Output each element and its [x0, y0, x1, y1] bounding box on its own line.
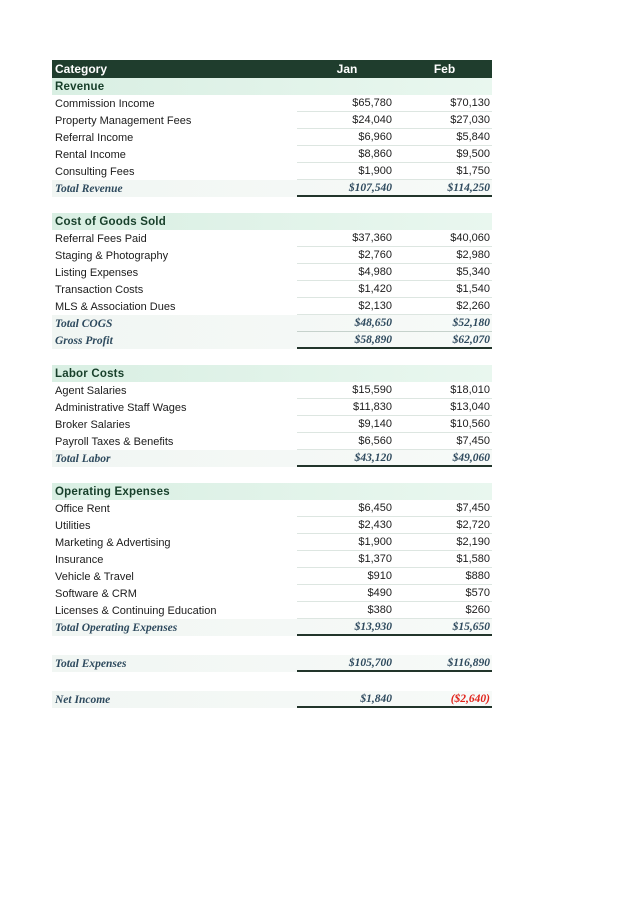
table-row — [52, 163, 492, 180]
table-header-row — [52, 60, 492, 78]
table-row — [52, 517, 492, 534]
feb-value-cell: $70,130 — [397, 95, 492, 112]
total-row — [52, 315, 492, 332]
feb-empty-cell — [397, 365, 492, 382]
jan-value-cell: $43,120 — [297, 450, 397, 467]
table-body — [52, 78, 492, 708]
table-row — [52, 602, 492, 619]
category-cell: Payroll Taxes & Benefits — [55, 435, 174, 448]
feb-value-cell: $1,750 — [397, 163, 492, 180]
table-row — [52, 146, 492, 163]
category-cell: Transaction Costs — [55, 283, 144, 296]
category-cell: Commission Income — [55, 97, 155, 110]
category-cell: Total Expenses — [55, 657, 127, 670]
table-row — [52, 281, 492, 298]
feb-value-cell: $2,190 — [397, 534, 492, 551]
table-row — [52, 551, 492, 568]
spacer-row — [52, 672, 492, 691]
jan-value-cell: $15,590 — [297, 382, 397, 399]
table-row — [52, 129, 492, 146]
category-cell: Utilities — [55, 519, 91, 532]
jan-empty-cell — [297, 213, 397, 230]
table-row — [52, 534, 492, 551]
jan-value-cell: $2,760 — [297, 247, 397, 264]
jan-empty-cell — [297, 365, 397, 382]
category-cell: Consulting Fees — [55, 165, 135, 178]
category-cell: Listing Expenses — [55, 266, 139, 279]
spacer-row — [52, 636, 492, 655]
total-row — [52, 655, 492, 672]
total-row — [52, 332, 492, 349]
feb-value-cell: $9,500 — [397, 146, 492, 163]
feb-empty-cell — [397, 483, 492, 500]
feb-value-cell: $5,840 — [397, 129, 492, 146]
jan-empty-cell — [297, 78, 397, 95]
jan-value-cell: $58,890 — [297, 332, 397, 349]
jan-value-cell: $107,540 — [297, 180, 397, 197]
table-row — [52, 298, 492, 315]
jan-value-cell: $2,130 — [297, 298, 397, 315]
section-title: Revenue — [55, 80, 105, 93]
feb-value-cell: $18,010 — [397, 382, 492, 399]
feb-value-cell: $570 — [397, 585, 492, 602]
category-cell: Net Income — [55, 693, 111, 706]
feb-value-cell: $7,450 — [397, 500, 492, 517]
category-cell: Marketing & Advertising — [55, 536, 171, 549]
category-cell: Property Management Fees — [55, 114, 192, 127]
jan-value-cell: $910 — [297, 568, 397, 585]
spacer-row — [52, 467, 492, 483]
feb-value-cell: ($2,640) — [397, 691, 492, 708]
total-row — [52, 180, 492, 197]
section-title: Cost of Goods Sold — [55, 215, 166, 228]
jan-value-cell: $65,780 — [297, 95, 397, 112]
category-cell: Vehicle & Travel — [55, 570, 134, 583]
jan-value-cell: $1,420 — [297, 281, 397, 298]
section-title: Operating Expenses — [55, 485, 170, 498]
section-header-row — [52, 483, 492, 500]
table-row — [52, 95, 492, 112]
jan-value-cell: $4,980 — [297, 264, 397, 281]
feb-value-cell: $52,180 — [397, 315, 492, 332]
feb-value-cell: $880 — [397, 568, 492, 585]
feb-value-cell: $116,890 — [397, 655, 492, 672]
table-row — [52, 433, 492, 450]
table-row — [52, 399, 492, 416]
jan-value-cell: $6,560 — [297, 433, 397, 450]
feb-empty-cell — [397, 213, 492, 230]
spacer-row — [52, 197, 492, 213]
column-header-jan: Jan — [336, 62, 358, 76]
feb-value-cell: $13,040 — [397, 399, 492, 416]
feb-value-cell: $49,060 — [397, 450, 492, 467]
jan-value-cell: $6,960 — [297, 129, 397, 146]
category-cell: Broker Salaries — [55, 418, 131, 431]
section-header-row — [52, 365, 492, 382]
jan-value-cell: $48,650 — [297, 315, 397, 332]
section-header-row — [52, 213, 492, 230]
jan-value-cell: $105,700 — [297, 655, 397, 672]
feb-value-cell: $27,030 — [397, 112, 492, 129]
table-row — [52, 264, 492, 281]
category-cell: Software & CRM — [55, 587, 137, 600]
pnl-table — [52, 60, 492, 708]
jan-value-cell: $2,430 — [297, 517, 397, 534]
feb-value-cell: $15,650 — [397, 619, 492, 636]
feb-value-cell: $62,070 — [397, 332, 492, 349]
jan-value-cell: $24,040 — [297, 112, 397, 129]
category-cell: Total Revenue — [55, 182, 123, 195]
table-row — [52, 112, 492, 129]
category-cell: Administrative Staff Wages — [55, 401, 187, 414]
category-cell: Office Rent — [55, 502, 110, 515]
jan-value-cell: $1,370 — [297, 551, 397, 568]
feb-empty-cell — [397, 78, 492, 95]
table-row — [52, 500, 492, 517]
table-row — [52, 247, 492, 264]
jan-value-cell: $1,840 — [297, 691, 397, 708]
table-row — [52, 416, 492, 433]
category-cell: Total COGS — [55, 317, 113, 330]
category-cell: Staging & Photography — [55, 249, 169, 262]
feb-value-cell: $2,260 — [397, 298, 492, 315]
jan-value-cell: $13,930 — [297, 619, 397, 636]
category-cell: Referral Income — [55, 131, 134, 144]
category-cell: Total Operating Expenses — [55, 621, 178, 634]
table-row — [52, 230, 492, 247]
jan-value-cell: $37,360 — [297, 230, 397, 247]
feb-value-cell: $5,340 — [397, 264, 492, 281]
table-row — [52, 382, 492, 399]
category-cell: Rental Income — [55, 148, 126, 161]
total-row — [52, 450, 492, 467]
jan-value-cell: $380 — [297, 602, 397, 619]
section-title: Labor Costs — [55, 367, 125, 380]
category-cell: Referral Fees Paid — [55, 232, 147, 245]
feb-value-cell: $10,560 — [397, 416, 492, 433]
category-cell: Total Labor — [55, 452, 111, 465]
column-header-feb: Feb — [433, 62, 456, 76]
category-cell: Agent Salaries — [55, 384, 127, 397]
total-row — [52, 619, 492, 636]
table-row — [52, 585, 492, 602]
jan-value-cell: $8,860 — [297, 146, 397, 163]
feb-value-cell: $7,450 — [397, 433, 492, 450]
category-cell: Insurance — [55, 553, 104, 566]
feb-value-cell: $2,980 — [397, 247, 492, 264]
feb-value-cell: $114,250 — [397, 180, 492, 197]
spacer-row — [52, 349, 492, 365]
jan-value-cell: $1,900 — [297, 163, 397, 180]
feb-value-cell: $1,540 — [397, 281, 492, 298]
feb-value-cell: $260 — [397, 602, 492, 619]
category-cell: Gross Profit — [55, 334, 113, 347]
total-row — [52, 691, 492, 708]
jan-value-cell: $6,450 — [297, 500, 397, 517]
table-row — [52, 568, 492, 585]
column-header-category: Category — [55, 62, 108, 76]
feb-value-cell: $1,580 — [397, 551, 492, 568]
section-header-row — [52, 78, 492, 95]
jan-value-cell: $1,900 — [297, 534, 397, 551]
feb-value-cell: $2,720 — [397, 517, 492, 534]
jan-value-cell: $490 — [297, 585, 397, 602]
category-cell: MLS & Association Dues — [55, 300, 176, 313]
feb-value-cell: $40,060 — [397, 230, 492, 247]
jan-empty-cell — [297, 483, 397, 500]
jan-value-cell: $11,830 — [297, 399, 397, 416]
category-cell: Licenses & Continuing Education — [55, 604, 217, 617]
jan-value-cell: $9,140 — [297, 416, 397, 433]
